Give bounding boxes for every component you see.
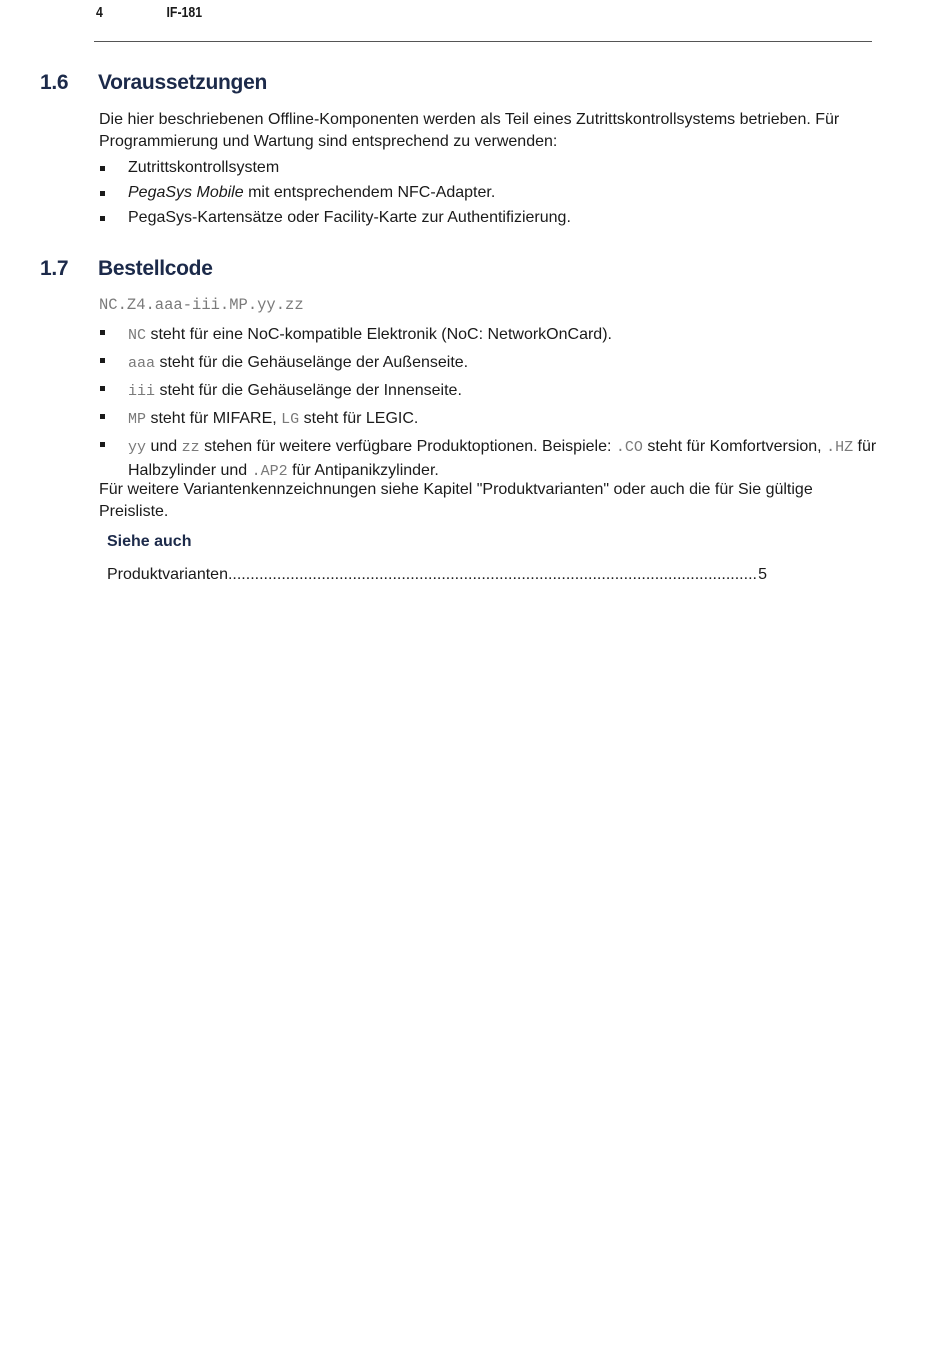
dot-leader (228, 566, 758, 584)
code-token: yy (128, 439, 147, 456)
code-token: .AP2 (251, 463, 288, 480)
section-title: Voraussetzungen (98, 71, 267, 94)
list-item-text: steht für die Gehäuselänge der Außenseite. (155, 354, 469, 371)
header-divider (94, 41, 872, 42)
see-also-link-label: Produktvarianten (107, 566, 228, 583)
order-code: NC.Z4.aaa-iii.MP.yy.zz (99, 296, 304, 314)
order-code-legend-list (99, 323, 879, 483)
section-heading-voraussetzungen (40, 71, 267, 95)
document-id: IF-181 (166, 4, 203, 21)
code-token: .CO (615, 439, 643, 456)
see-also-page-number: 5 (758, 566, 767, 583)
list-item (99, 184, 879, 209)
list-item (99, 159, 879, 184)
list-item-text: mit entsprechendem NFC-Adapter. (243, 184, 496, 201)
list-item-text: PegaSys-Kartensätze oder Facility-Karte zur Authentifizierung. (128, 209, 571, 226)
list-item-italic: PegaSys Mobile (128, 184, 244, 201)
page-header (96, 2, 732, 40)
list-item-text: steht für eine NoC-kompatible Elektronik (NoC: NetworkOnCard). (146, 326, 612, 343)
list-item-text: steht für LEGIC. (299, 410, 419, 427)
section-title: Bestellcode (98, 257, 213, 280)
code-token: LG (281, 411, 300, 428)
list-item (99, 435, 879, 483)
list-item (99, 351, 879, 375)
requirements-list (99, 159, 879, 234)
list-item-text: für Antipanikzylinder. (287, 462, 439, 479)
section-heading-bestellcode (40, 257, 213, 281)
list-item (99, 323, 879, 347)
list-item-text: stehen für weitere verfügbare Produktoptionen. Beispiele: (199, 438, 616, 455)
list-item-text: steht für Komfortversion, (642, 438, 827, 455)
list-item (99, 209, 879, 234)
code-token: MP (128, 411, 147, 428)
code-token: .HZ (826, 439, 854, 456)
list-item-text: und (146, 438, 182, 455)
list-item-text: steht für MIFARE, (146, 410, 282, 427)
section-number: 1.6 (40, 71, 69, 94)
section-intro-paragraph: Die hier beschriebenen Offline-Komponenten werden als Teil eines Zutrittskontrollsystems betrieben. Für Programmierung und Wartung sind entsprechend zu verwenden: (99, 111, 840, 150)
code-token: NC (128, 327, 147, 344)
code-token: aaa (128, 355, 156, 372)
list-item (99, 407, 879, 431)
closing-paragraph: Für weitere Variantenkennzeichnungen siehe Kapitel "Produktvarianten" oder auch die für Sie gültige Preisliste. (99, 481, 813, 520)
code-token: iii (128, 383, 156, 400)
section-number: 1.7 (40, 257, 69, 280)
list-item-text: steht für die Gehäuselänge der Innenseite. (155, 382, 462, 399)
see-also-heading: Siehe auch (107, 533, 192, 550)
list-item (99, 379, 879, 403)
code-token: zz (181, 439, 200, 456)
list-item-text: Zutrittskontrollsystem (128, 159, 280, 176)
page-number: 4 (96, 4, 103, 21)
see-also-link-produktvarianten[interactable] (107, 566, 767, 584)
list-item-text: für Halbzylinder und (128, 438, 877, 479)
